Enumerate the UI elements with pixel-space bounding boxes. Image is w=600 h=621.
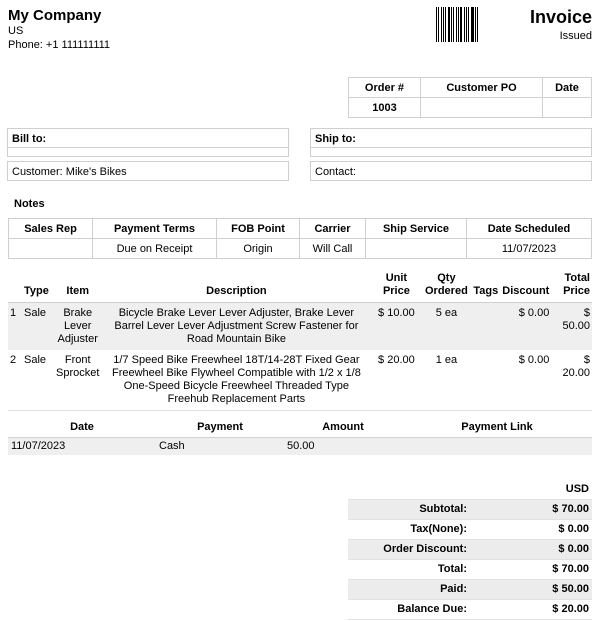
col-tags-header: Tags: [471, 272, 500, 303]
carrier-value: Will Call: [300, 239, 366, 259]
order-date-header: Date: [543, 78, 592, 98]
table-row: [8, 303, 592, 351]
item-type: Sale: [22, 350, 54, 411]
shipping-details-table: [8, 218, 592, 259]
total-label: Total:: [348, 559, 504, 579]
ship-to-address: [310, 148, 592, 157]
col-num-header: [8, 272, 22, 303]
balance-due-value: $ 20.00: [504, 599, 592, 619]
payment-amount: 50.00: [284, 437, 402, 455]
company-name: My Company: [8, 7, 102, 24]
payment-method-header: Payment: [156, 417, 284, 437]
barcode-image: [436, 7, 478, 42]
line-items-table: [8, 272, 592, 411]
fob-point-header: FOB Point: [217, 219, 300, 239]
totals-table: [348, 479, 592, 620]
table-row: [8, 437, 592, 455]
paid-label: Paid:: [348, 579, 504, 599]
table-row: [8, 350, 592, 411]
customer-po-header: Customer PO: [421, 78, 543, 98]
bill-to-customer: Customer: Mike's Bikes: [7, 161, 289, 181]
col-unit-price-header: Unit Price: [371, 272, 421, 303]
total-row: [348, 559, 592, 579]
order-discount-row: [348, 539, 592, 559]
item-tags: [471, 303, 500, 351]
ship-to-section: [310, 128, 592, 181]
document-title: Invoice: [529, 7, 592, 27]
bill-to-section: [7, 128, 289, 181]
item-tags: [471, 350, 500, 411]
payment-link[interactable]: [402, 437, 592, 455]
company-country: US: [8, 25, 24, 37]
item-description: 1/7 Speed Bike Freewheel 18T/14-28T Fixed Gear Freewheel Bike Flywheel Compatible with 1/2 x 1/8 One-Speed Bicycle Freewheel Threaded Type Freehub Replacement Parts: [101, 350, 371, 411]
customer-po-value: [421, 98, 543, 118]
item-discount: $ 0.00: [500, 303, 551, 351]
notes-label: Notes: [14, 198, 45, 210]
item-description: Bicycle Brake Lever Lever Adjuster, Brake Lever Barrel Lever Lever Adjustment Screw Fastener for Road Mountain Bike: [101, 303, 371, 351]
fob-point-value: Origin: [217, 239, 300, 259]
item-discount: $ 0.00: [500, 350, 551, 411]
ship-service-value: [366, 239, 467, 259]
item-total: $ 50.00: [551, 303, 592, 351]
payments-table: [8, 417, 592, 455]
carrier-header: Carrier: [300, 219, 366, 239]
date-scheduled-value: 11/07/2023: [467, 239, 592, 259]
tax-row: [348, 519, 592, 539]
ship-to-contact: Contact:: [310, 161, 592, 181]
order-number-header: Order #: [349, 78, 421, 98]
payment-method: Cash: [156, 437, 284, 455]
col-item-header: Item: [54, 272, 101, 303]
item-num: 1: [8, 303, 22, 351]
currency-label: USD: [504, 479, 592, 499]
item-unit-price: $ 10.00: [371, 303, 421, 351]
total-value: $ 70.00: [504, 559, 592, 579]
item-unit-price: $ 20.00: [371, 350, 421, 411]
tax-label: Tax(None):: [348, 519, 504, 539]
document-status: Issued: [559, 30, 592, 42]
col-total-header: Total Price: [551, 272, 592, 303]
sales-rep-header: Sales Rep: [9, 219, 93, 239]
ship-to-label: Ship to:: [310, 128, 592, 148]
payment-date-header: Date: [8, 417, 156, 437]
bill-to-label: Bill to:: [7, 128, 289, 148]
col-discount-header: Discount: [500, 272, 551, 303]
item-total: $ 20.00: [551, 350, 592, 411]
item-name: Brake Lever Adjuster: [54, 303, 101, 351]
order-discount-value: $ 0.00: [504, 539, 592, 559]
balance-due-label: Balance Due:: [348, 599, 504, 619]
paid-row: [348, 579, 592, 599]
col-qty-header: Qty Ordered: [421, 272, 471, 303]
order-number-value: 1003: [349, 98, 421, 118]
order-info-table: [348, 77, 592, 118]
payment-link-header: Payment Link: [402, 417, 592, 437]
item-qty: 5 ea: [421, 303, 471, 351]
order-date-value: [543, 98, 592, 118]
company-phone: Phone: +1 111111111: [8, 39, 111, 51]
subtotal-row: [348, 499, 592, 519]
bill-to-address: [7, 148, 289, 157]
sales-rep-value: [9, 239, 93, 259]
balance-due-row: [348, 599, 592, 619]
order-discount-label: Order Discount:: [348, 539, 504, 559]
item-type: Sale: [22, 303, 54, 351]
ship-service-header: Ship Service: [366, 219, 467, 239]
subtotal-value: $ 70.00: [504, 499, 592, 519]
paid-value: $ 50.00: [504, 579, 592, 599]
date-scheduled-header: Date Scheduled: [467, 219, 592, 239]
tax-value: $ 0.00: [504, 519, 592, 539]
item-qty: 1 ea: [421, 350, 471, 411]
col-type-header: Type: [22, 272, 54, 303]
subtotal-label: Subtotal:: [348, 499, 504, 519]
payment-terms-value: Due on Receipt: [93, 239, 217, 259]
payment-amount-header: Amount: [284, 417, 402, 437]
col-description-header: Description: [101, 272, 371, 303]
payment-date: 11/07/2023: [8, 437, 156, 455]
item-name: Front Sprocket: [54, 350, 101, 411]
item-num: 2: [8, 350, 22, 411]
payment-terms-header: Payment Terms: [93, 219, 217, 239]
